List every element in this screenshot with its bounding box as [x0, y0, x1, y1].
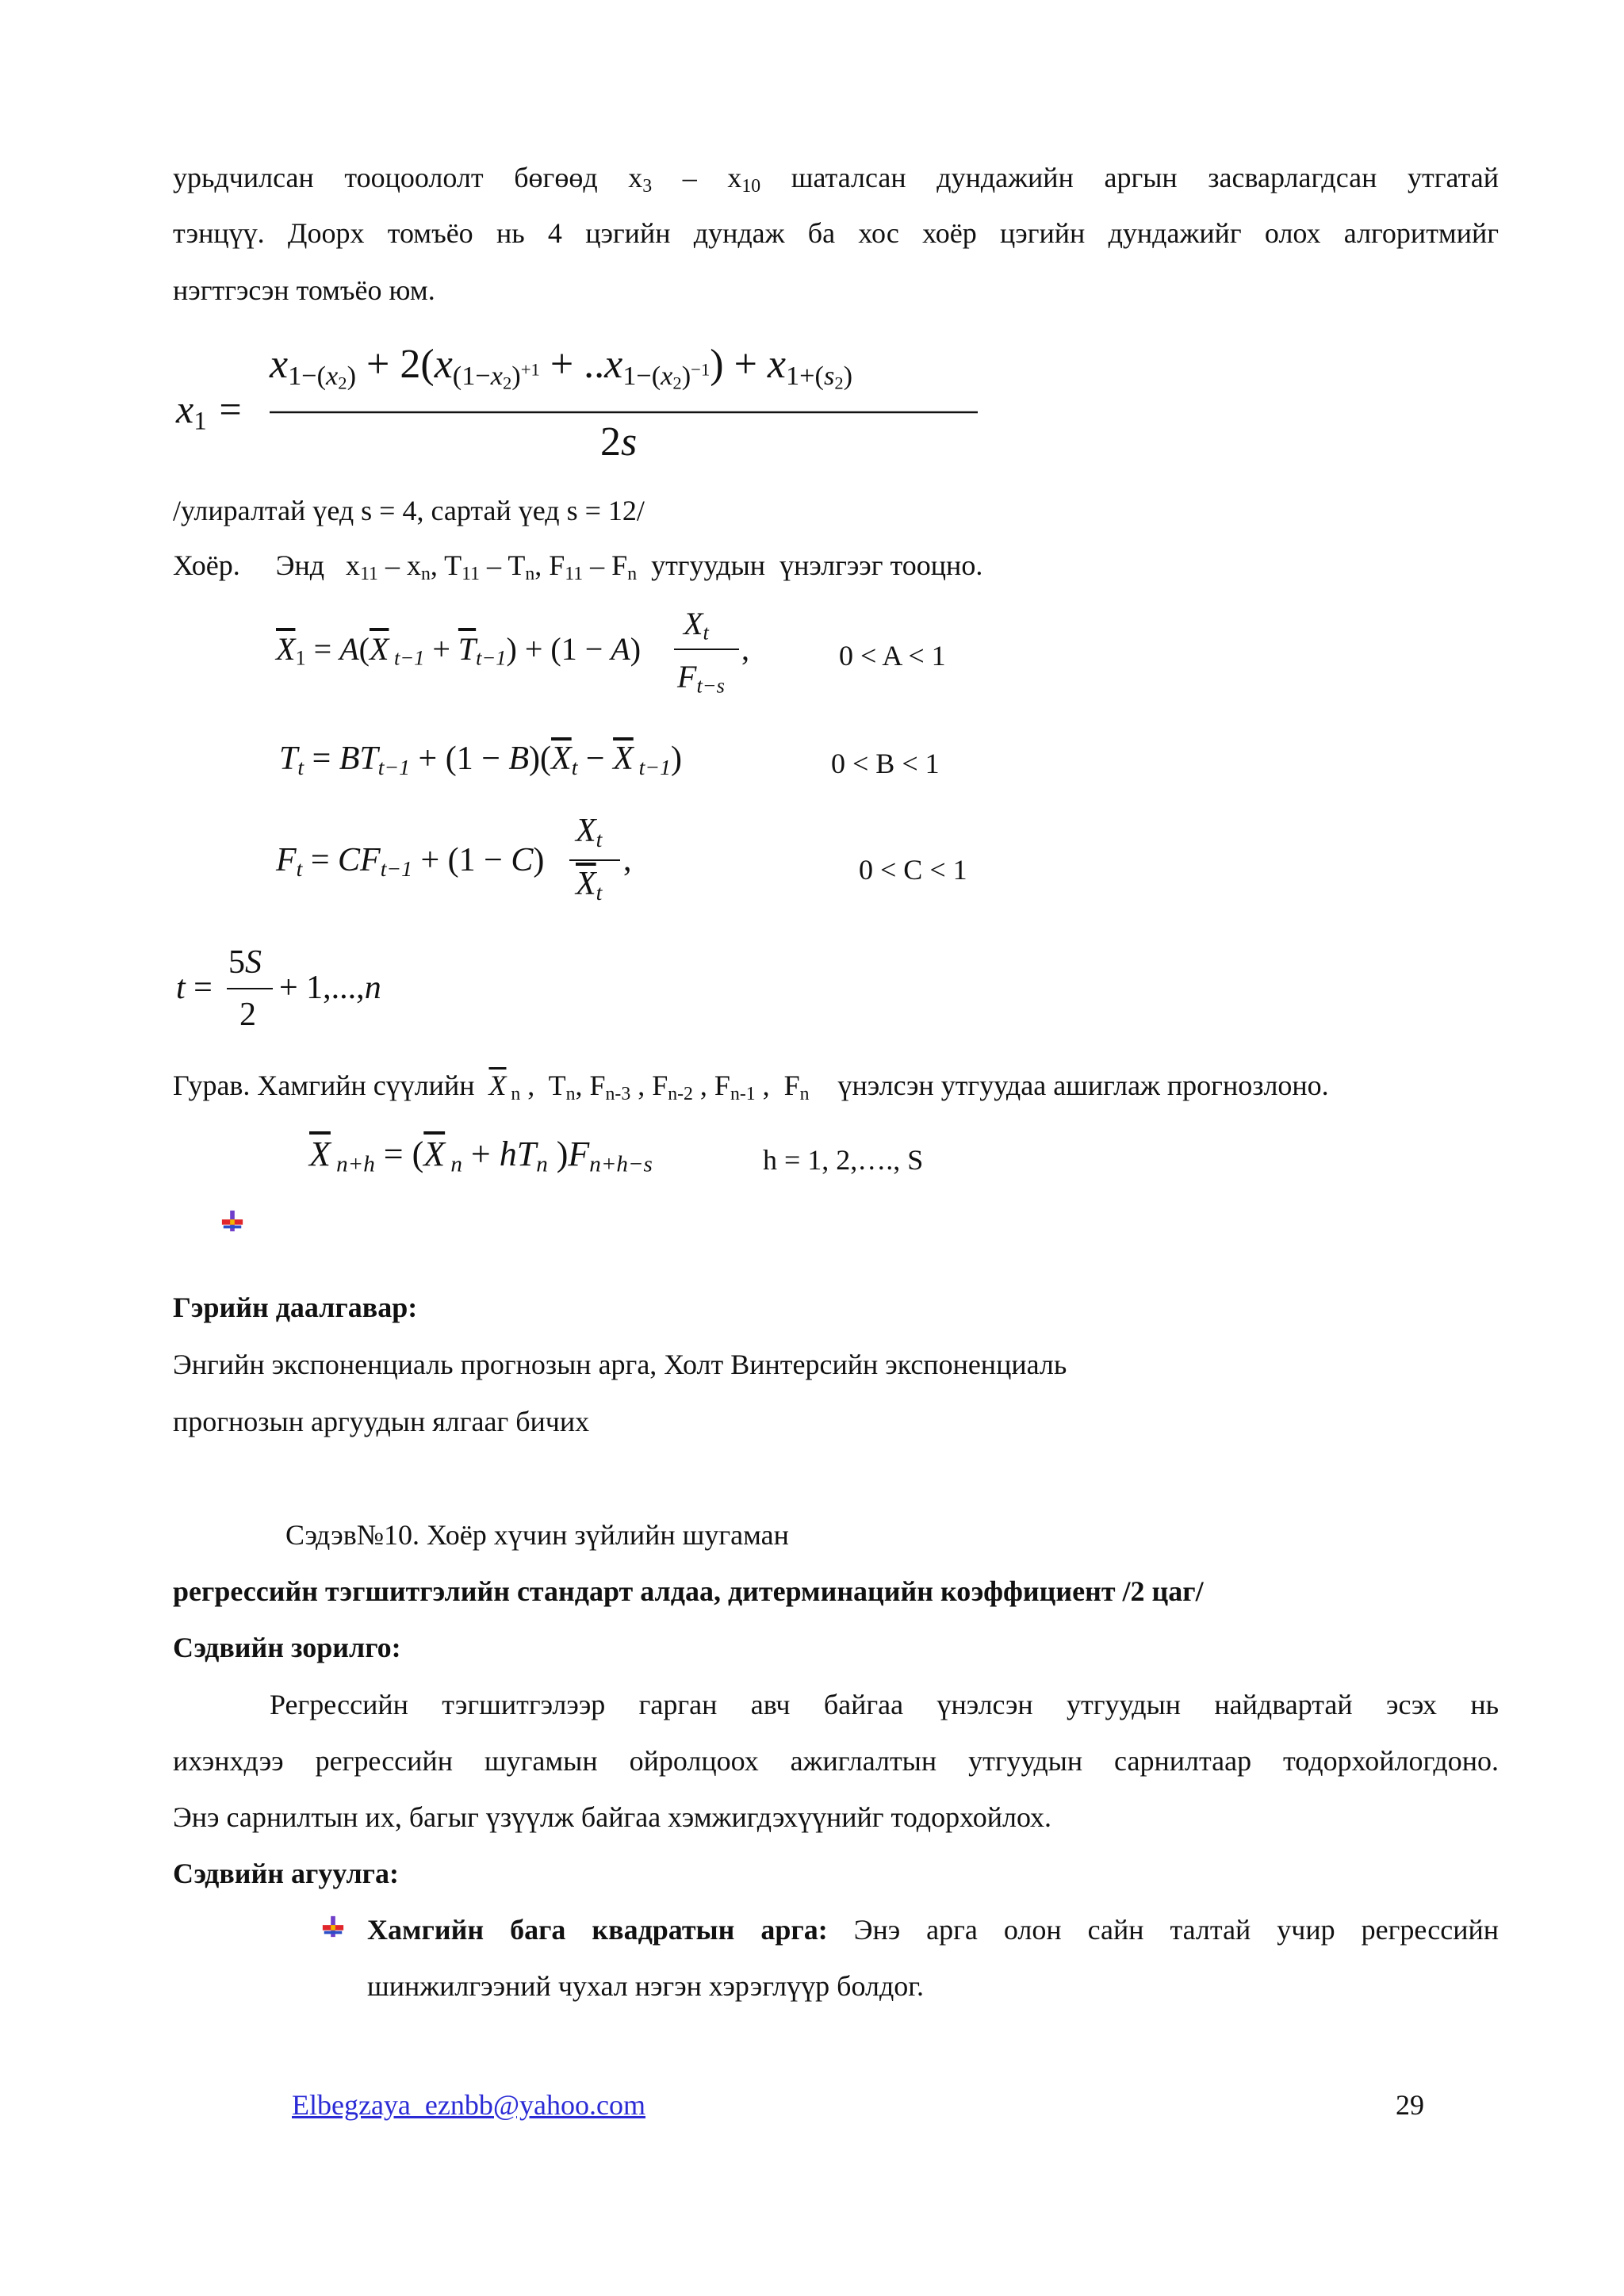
condition-b: 0 < B < 1: [831, 748, 940, 779]
content-item-term: Хамгийн бага квадратын арга:: [367, 1914, 828, 1946]
formula-level: $\overline{X}_1 = A(\overline{X}$ $_{t-1} + \overline{T}_{t-1}) + (1 - A)$: [276, 631, 642, 670]
homework-line-2: прогнозын аргуудын ялгааг бичих: [173, 1406, 590, 1437]
seasonal-note: /улиралтай үед s = 4, сартай үед s = 12/: [173, 495, 645, 526]
content-heading: Сэдвийн агуулга:: [173, 1858, 399, 1889]
formula-t-rest: + 1,...,n: [279, 970, 381, 1006]
content-item-text: Энэ арга олон сайн талтай учир регрессийн: [827, 1914, 1499, 1946]
intro-line-2: тэнцүү. Доорх томъёо нь 4 цэгийн дундаж ба хос хоёр цэгийн дундажийг олох алгоритмийг: [173, 217, 1499, 249]
formula-x1-fraction-bar: [270, 411, 979, 414]
step-three-text: Гурав. Хамгийн сүүлийн $\overline{X}$ $_n$ , $T_n$, $F_{n-3}$ , $F_{n-2}$ , $F_{n-1}$ , $F_n$ үнэлсэн утгуудаа ашиглаж прогнозлоно.: [173, 1070, 1329, 1104]
formula-level-comma: ,: [741, 631, 749, 667]
formula-season-fraction-bar: [569, 859, 622, 862]
step-two-text: Хоёр. Энд $x_{11} - x_n$, $T_{11} - T_n$, $F_{11} - F_n$ утгуудын үнэлгээг тооцно.: [173, 549, 983, 584]
bullet-icon: [220, 1209, 244, 1233]
topic-title-line-2: регрессийн тэгшитгэлийн стандарт алдаа, дитерминацийн коэффициент /2 цаг/: [173, 1575, 1204, 1607]
condition-h: h = 1, 2,…., S: [763, 1144, 924, 1176]
formula-forecast: $\overline{X}$ $_{n+h} = (\overline{X}$ $_n + hT_n$ )$F_{n+h-s}$: [309, 1135, 653, 1177]
content-list-item-line-2: шинжилгээний чухал нэгэн хэрэглүүр болдог.: [367, 1970, 924, 2002]
formula-x1-numerator: $x_{1-(x_2)} + 2(x_{(1-x_2)^{+1}} + ..x_{1-(x_2)^{-1}}) + x_{1+(s_2)}$: [270, 342, 853, 393]
goal-line-2: ихэнхдээ регрессийн шугамын ойролцоох ажиглалтын утгуудын сарнилтаар тодорхойлогдоно.: [173, 1745, 1499, 1777]
page-number: 29: [1396, 2089, 1424, 2121]
formula-season-frac-num: $X_t$: [576, 813, 603, 851]
topic-title-line-1: Сэдэв№10. Хоёр хүчин зүйлийн шугаман: [285, 1519, 789, 1551]
formula-season: $F_t = CF_{t-1} + (1 - C)$: [276, 842, 545, 881]
formula-t-frac-num: 5S: [228, 944, 262, 981]
formula-season-frac-den: $\overline{X}_t$: [576, 866, 603, 905]
intro-line-3: нэгтгэсэн томъёо юм.: [173, 274, 435, 306]
formula-level-fraction-bar: [674, 648, 741, 651]
content-list-item-line-1: [367, 1913, 1499, 1947]
condition-c: 0 < C < 1: [859, 854, 967, 886]
condition-a: 0 < A < 1: [839, 640, 946, 672]
goal-line-3: Энэ сарнилтын их, багыг үзүүлж байгаа хэмжигдэхүүнийг тодорхойлох.: [173, 1801, 1052, 1833]
formula-t-frac-den: 2: [239, 997, 256, 1033]
formula-x1-lhs: $x_1$ =: [176, 387, 243, 436]
formula-x1-denominator: 2s: [600, 419, 638, 465]
formula-season-comma: ,: [623, 842, 632, 878]
intro-line-1: урьдчилсан тооцоололт бөгөөд $x_3 - x_{10}$ шаталсан дундажийн аргын засварлагдсан утгатай: [173, 162, 1499, 197]
footer-email-link[interactable]: Elbegzaya_eznbb@yahoo.com: [292, 2089, 645, 2121]
homework-heading: Гэрийн даалгавар:: [173, 1292, 418, 1323]
goal-line-1: Регрессийн тэгшитгэлээр гарган авч байгаа үнэлсэн утгуудын найдвартай эсэх нь: [270, 1689, 1499, 1720]
formula-trend: $T_t = BT_{t-1} + (1 - B)(\overline{X}_t - \overline{X}$ $_{t-1}$): [279, 740, 682, 779]
formula-level-frac-num: $X_t$: [684, 606, 709, 645]
formula-t-fraction-bar: [227, 987, 274, 990]
formula-level-frac-den: $F_{t-s}$: [677, 659, 725, 698]
bullet-icon: [321, 1915, 345, 1938]
formula-t-lhs: t =: [176, 970, 213, 1006]
goal-heading: Сэдвийн зорилго:: [173, 1632, 401, 1663]
homework-line-1: Энгийн экспоненциаль прогнозын арга, Холт Винтерсийн экспоненциаль: [173, 1349, 1067, 1380]
